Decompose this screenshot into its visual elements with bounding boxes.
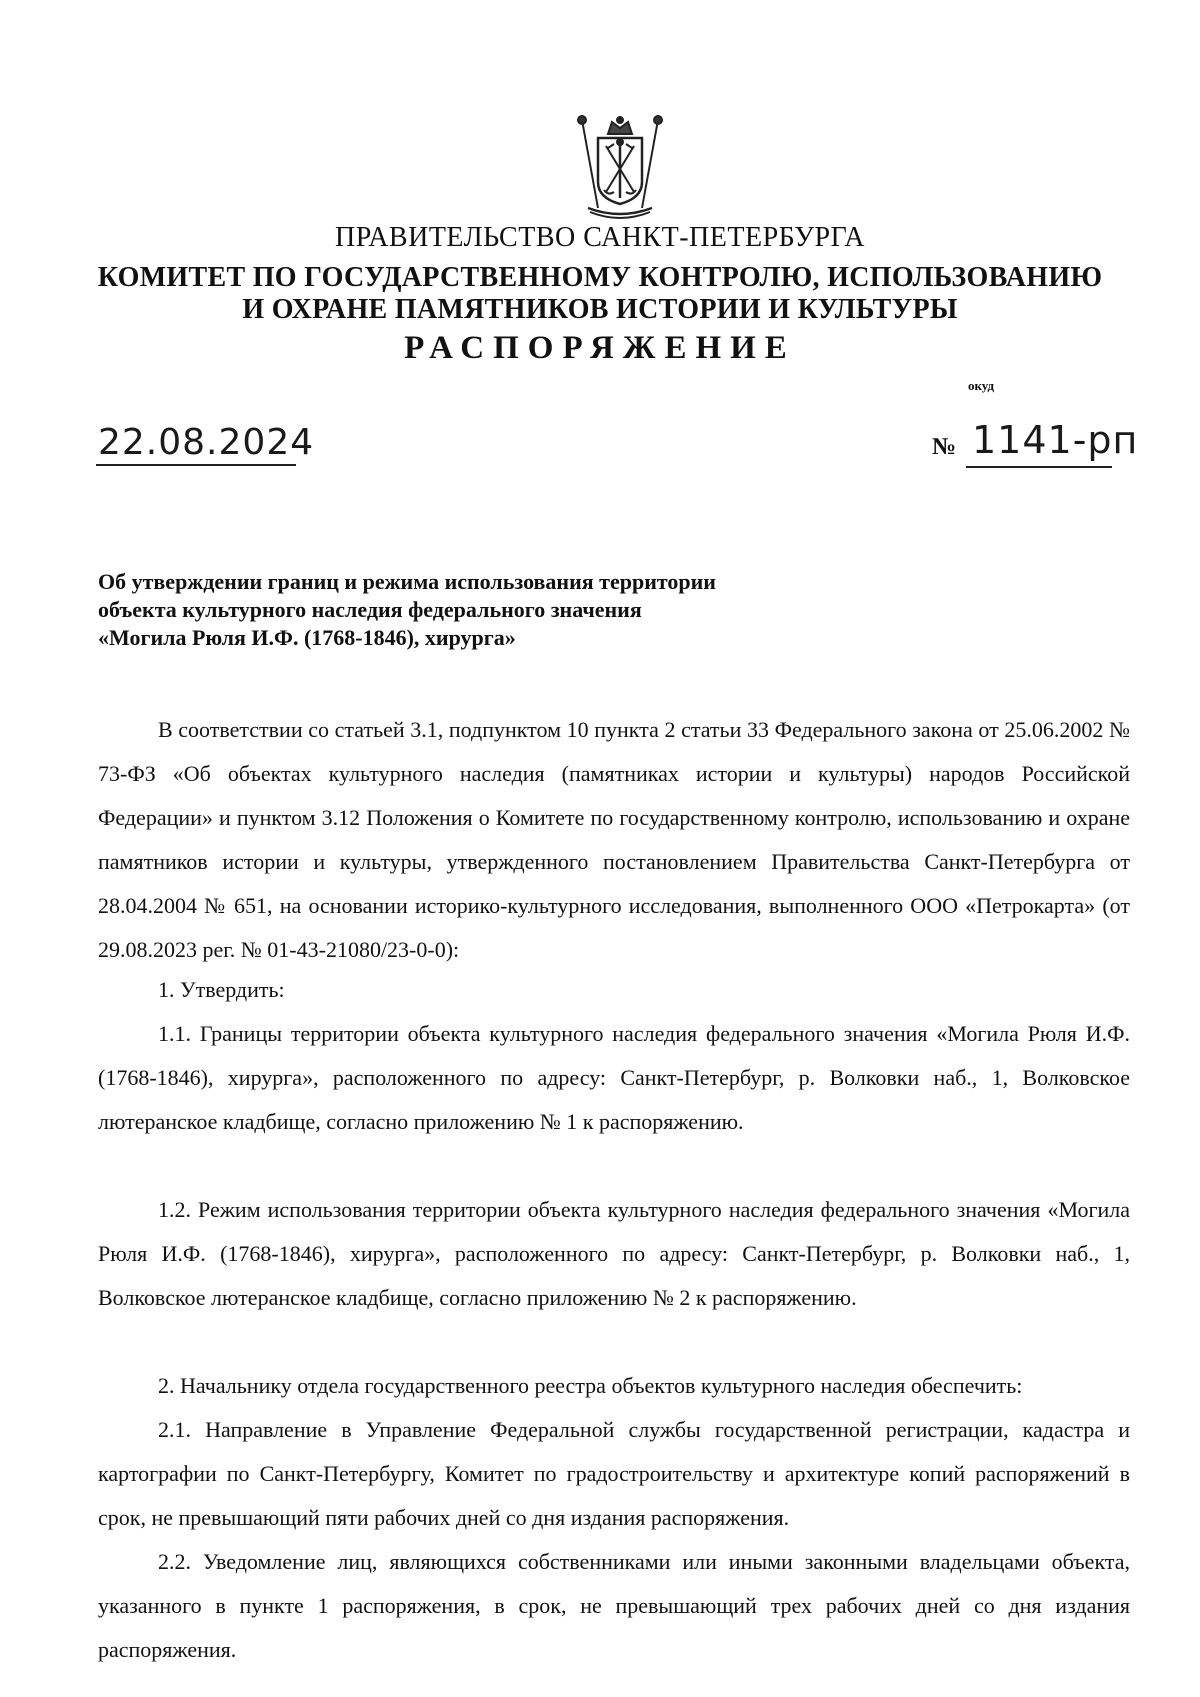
item-2-1-paragraph: 2.1. Направление в Управление Федеральной службы государственной регистрации, кадастра и картографии по Санкт-Петербургу, Комитет по градостроительству и архитектуре копий распоряжений в срок, не превышающий пяти рабочих дней со дня издания распоряжения.: [98, 1417, 1130, 1530]
okud-label: окуд: [968, 378, 995, 393]
item-1-paragraph: 1. Утвердить:: [158, 977, 285, 1002]
item-1-1-paragraph: 1.1. Границы территории объекта культурного наследия федерального значения «Могила Рюля И.Ф. (1768-1846), хирурга», расположенного по адресу: Санкт-Петербург, р. Волковки наб., 1, Волковское лютеранское кладбище, согласно приложению № 1 к распоряжению.: [98, 1021, 1130, 1134]
coat-of-arms-icon: [568, 112, 672, 220]
document-number: 1141-рп: [972, 418, 1139, 462]
date-underline: [96, 464, 296, 466]
document-date: 22.08.2024: [98, 422, 315, 463]
committee-name-line-1: КОМИТЕТ ПО ГОСУДАРСТВЕННОМУ КОНТРОЛЮ, ИСПОЛЬЗОВАНИЮ: [97, 262, 1103, 293]
item-2-paragraph: 2. Начальнику отдела государственного реестра объектов культурного наследия обеспечить:: [158, 1373, 1023, 1398]
number-underline: [966, 466, 1112, 468]
document-type-title: РАСПОРЯЖЕНИЕ: [404, 330, 796, 366]
preamble-paragraph: В соответствии со статьей 3.1, подпунктом 10 пункта 2 статьи 33 Федерального закона от 25.06.2002 № 73-ФЗ «Об объектах культурного наследия (памятниках истории и культуры) народов Российской Федерации» и пунктом 3.12 Положения о Комитете по государственному контролю, использованию и охране памятников истории и культуры, утвержденного постановлением Правительства Санкт-Петербурга от 28.04.2004 № 651, на основании историко-культурного исследования, выполненного ООО «Петрокарта» (от 29.08.2023 рег. № 01-43-21080/23-0-0):: [98, 717, 1130, 962]
committee-name-line-2: И ОХРАНЕ ПАМЯТНИКОВ ИСТОРИИ И КУЛЬТУРЫ: [242, 294, 958, 325]
subject-line-2: объекта культурного наследия федерального значения: [98, 597, 642, 622]
government-name: ПРАВИТЕЛЬСТВО САНКТ-ПЕТЕРБУРГА: [335, 222, 865, 253]
item-1-2-paragraph: 1.2. Режим использования территории объекта культурного наследия федерального значения «Могила Рюля И.Ф. (1768-1846), хирурга», расположенного по адресу: Санкт-Петербург, р. Волковки наб., 1, Волковское лютеранское кладбище, согласно приложению № 2 к распоряжению.: [98, 1197, 1130, 1310]
subject-line-3: «Могила Рюля И.Ф. (1768-1846), хирурга»: [98, 625, 516, 650]
document-subject: [98, 568, 918, 652]
number-sign: №: [932, 434, 957, 460]
subject-line-1: Об утверждении границ и режима использования территории: [98, 569, 716, 594]
item-2-2-paragraph: 2.2. Уведомление лиц, являющихся собственниками или иными законными владельцами объекта, указанного в пункте 1 распоряжения, в срок, не превышающий трех рабочих дней со дня издания распоряжения.: [98, 1549, 1130, 1662]
